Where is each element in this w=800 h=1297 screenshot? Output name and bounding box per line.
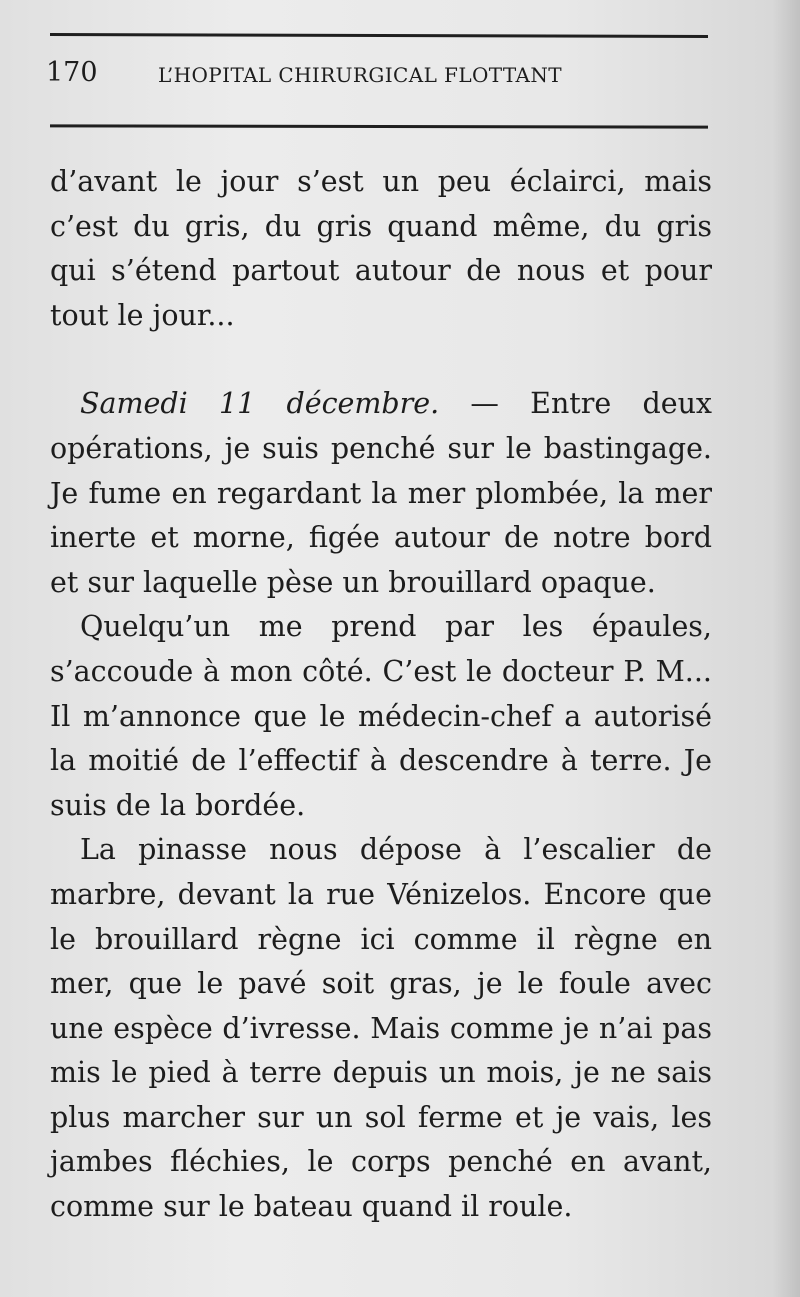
paragraph-dated-entry xyxy=(50,382,712,605)
header-bottom-rule xyxy=(50,124,708,128)
paragraph: La pinasse nous dépose à l’escalier de marbre, devant la rue Vénizelos. Encore que le brouillard règne ici comme il règne en mer, que le pavé soit gras, je le foule avec une espèce d’ivresse. Mais comme je n’ai pas mis le pied à terre depuis un mois, je ne sais plus marcher sur un sol ferme et je vais, les jambes fléchies, le corps penché en avant, comme sur le bateau quand il roule. xyxy=(50,833,712,1224)
running-title: L’HOPITAL CHIRURGICAL FLOTTANT xyxy=(158,63,563,87)
page-number: 170 xyxy=(46,57,98,88)
running-head xyxy=(46,56,706,96)
header-top-rule xyxy=(50,33,708,38)
page-edge-shadow xyxy=(772,0,800,1297)
paragraph: Quelqu’un me prend par les épaules, s’accoude à mon côté. C’est le docteur P. M... Il m’annonce que le médecin-chef a autorisé la moitié de l’effectif à descendre à terre. Je suis de la bordée. xyxy=(50,610,712,822)
entry-date: Samedi 11 décembre. xyxy=(80,387,440,421)
body-text xyxy=(50,160,712,1230)
entry-text: — Entre deux opérations, je suis penché sur le bastingage. Je fume en regardant la mer plombée, la mer inerte et morne, figée autour de notre bord et sur laquelle pèse un brouillard opaque. xyxy=(50,387,712,599)
paragraph-continuation: d’avant le jour s’est un peu éclairci, mais c’est du gris, du gris quand même, du gris qui s’étend partout autour de nous et pour tout le jour... xyxy=(50,165,712,332)
